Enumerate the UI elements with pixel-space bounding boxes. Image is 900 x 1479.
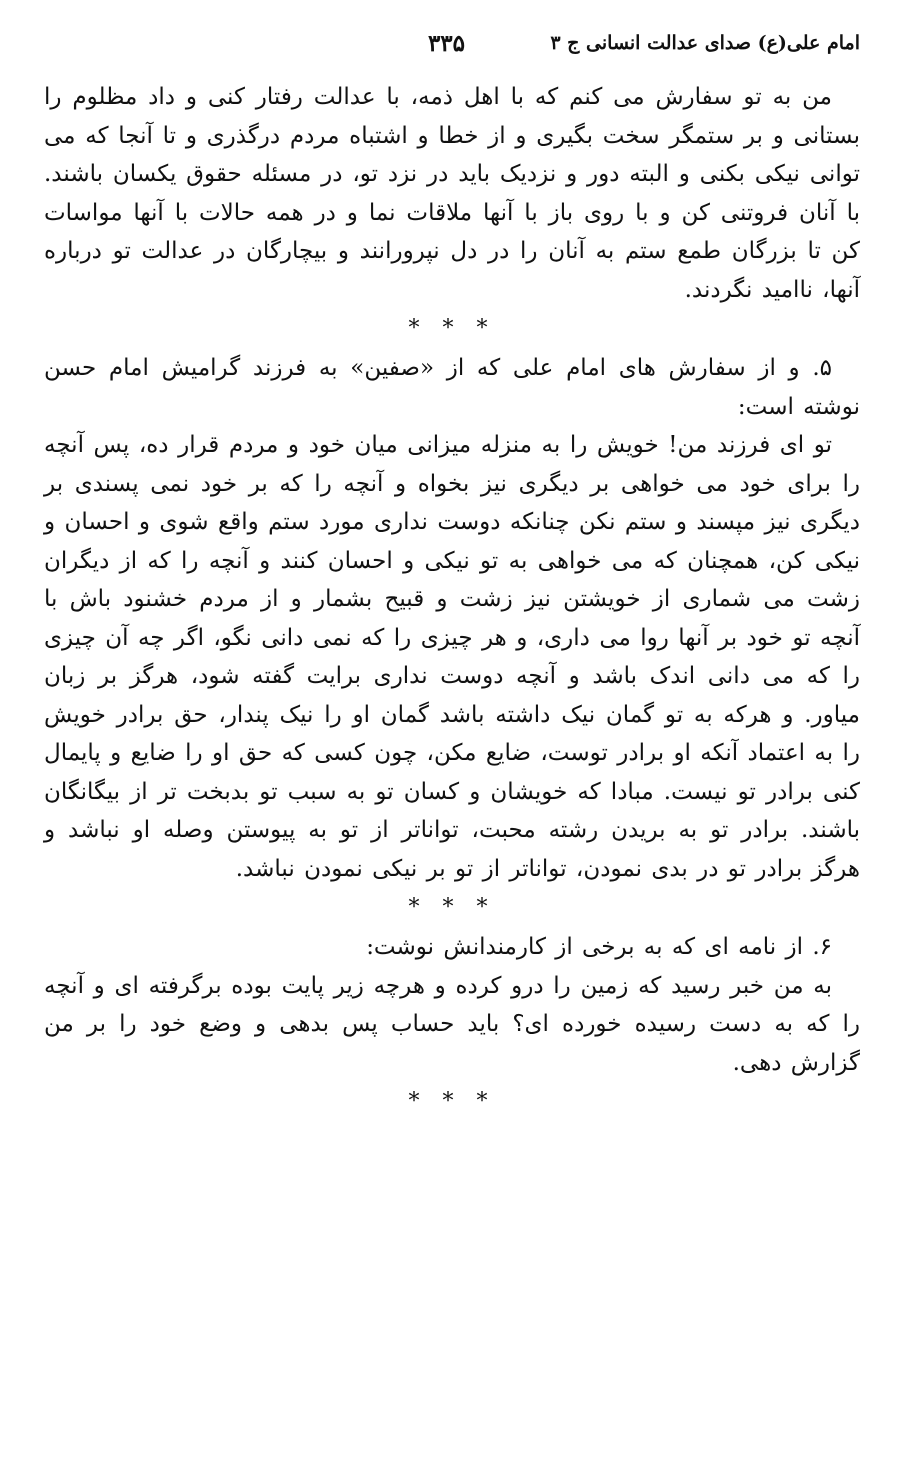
page-header bbox=[44, 30, 860, 70]
paragraph-5: به من خبر رسید که زمین را درو کرده و هرچه زیر پایت بوده برگرفته ای و آنچه را که به دست رسیده خورده ای؟ باید حساب پس بدهی و وضع خود را بر من گزارش دهی. bbox=[44, 972, 860, 1076]
paragraph-1: من به تو سفارش می کنم که با اهل ذمه، با عدالت رفتار کنی و داد مظلوم را بستانی و بر ستمگر سخت بگیری و از خطا و اشتباه مردم درگذری و تا آنجا که می توانی نیکی بکنی و البته دور و نزدیک باید در نزد تو، در مسئله حقوق یکسان باشند. با آنان فروتنی کن و با روی باز با آنها ملاقات نما و در همه حالات با آنها مواسات کن تا بزرگان طمع ستم به آنان را در دل نپرورانند و بیچارگان در عدالت تو درباره آنها، ناامید نگردند. bbox=[44, 84, 860, 303]
book-page bbox=[44, 30, 860, 1122]
paragraph-3: تو ای فرزند من! خویش را به منزله میزانی میان خود و مردم قرار ده، پس آنچه را برای خود می خواهی بر دیگری نیز بخواه و آنچه را که بر خود نمی پسندی بر دیگری نیز مپسند و ستم نکن چنانکه دوست نداری مورد ستم واقع شوی و احسان و نیکی کن، همچنان که می خواهی به تو نیکی و احسان کنند و آنچه را که از دیگران زشت می شماری از خویشتن نیز زشت و قبیح بشمار و از مردم خشنود باش با آنچه تو خود بر آنها روا می داری، و هر چیزی را که نمی دانی نگو، اگر چه آن چیزی را که می دانی اندک باشد و آنچه دوست نداری برایت گفته شود، هرگز بر زبان میاور. و هرکه به تو گمان نیک داشته باشد گمان او را نیک پندار، حق برادر خویش را به اعتماد آنکه او برادر توست، ضایع مکن، چون کسی که حق او را ضایع و پایمال کنی برادر تو نیست. مبادا که خویشان و کسان تو به سبب تو بدبخت تر از بیگانگان باشند. برادر تو به بریدن رشته محبت، تواناتر از تو به پیوستن وصله او نباشد و هرگز برادر تو در بدی نمودن، تواناتر از تو بر نیکی نمودن نباشد. bbox=[44, 432, 860, 882]
section-separator-1: * * * bbox=[408, 316, 496, 341]
paragraph-4: ۶. از نامه ای که به برخی از کارمندانش نوشت: bbox=[366, 934, 832, 960]
page-number: ۳۳۵ bbox=[427, 30, 465, 57]
paragraph-2: ۵. و از سفارش های امام علی که از «صفین» به فرزند گرامیش امام حسن نوشته است: bbox=[44, 355, 860, 420]
section-separator-3: * * * bbox=[408, 1089, 496, 1114]
running-title: امام علی(ع) صدای عدالت انسانی ج ۳ bbox=[550, 32, 860, 54]
section-separator-2: * * * bbox=[408, 895, 496, 920]
